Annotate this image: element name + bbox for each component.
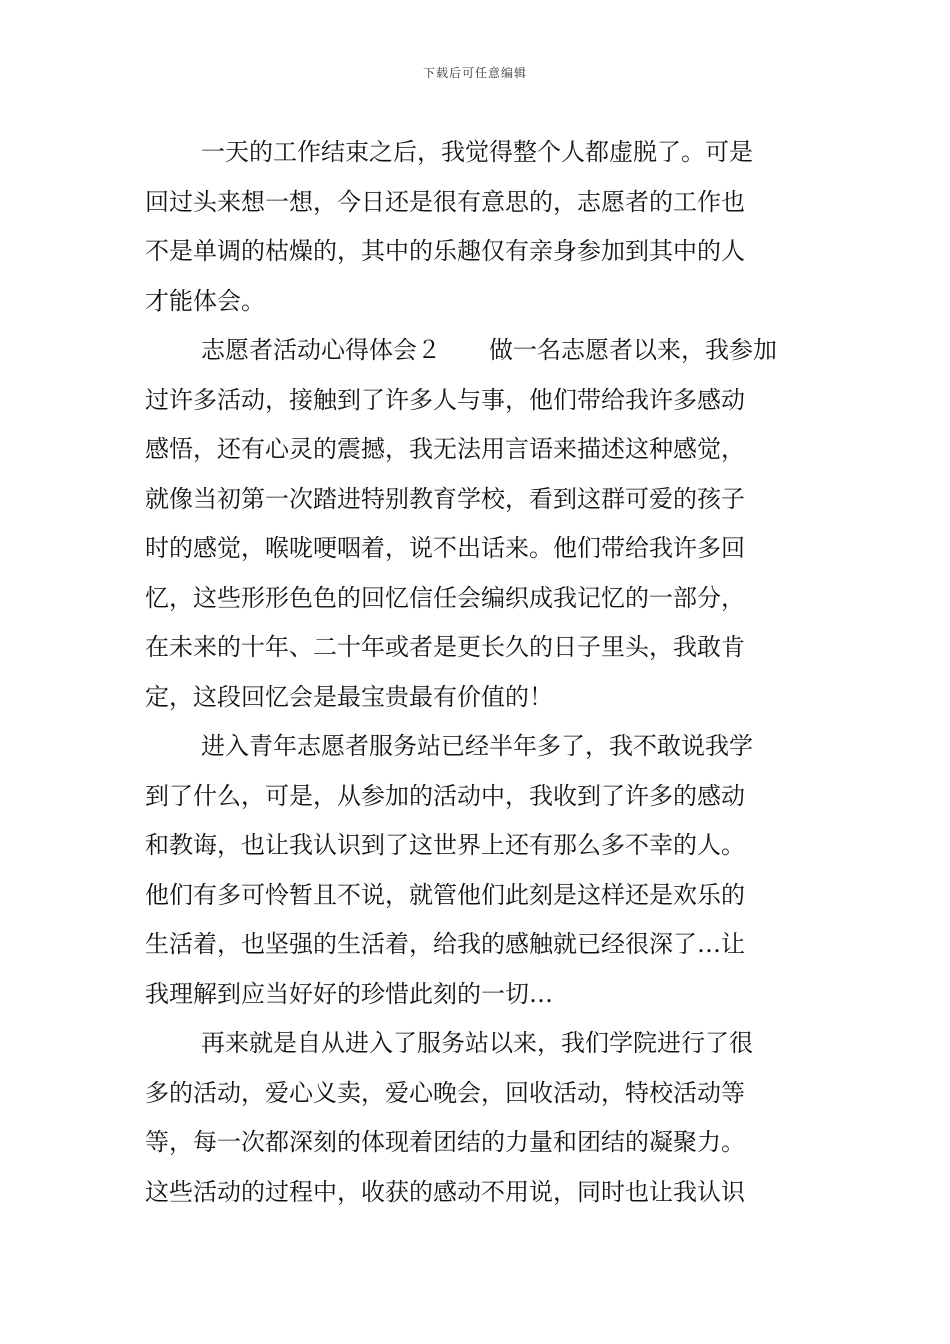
- text-line: 多的活动，爱心义卖，爱心晚会，回收活动，特校活动等: [145, 1078, 745, 1107]
- text-line: 进入青年志愿者服务站已经半年多了，我不敢说我学: [201, 732, 753, 760]
- document-body: [145, 128, 810, 1217]
- text-line: 这些活动的过程中，收获的感动不用说，同时也让我认识: [145, 1177, 745, 1206]
- text-line: 再来就是自从进入了服务站以来，我们学院进行了很: [201, 1029, 753, 1057]
- text-line: 忆，这些形形色色的回忆信任会编织成我记忆的一部分，: [145, 583, 745, 612]
- text-line: 在未来的十年、二十年或者是更长久的日子里头，我敢肯: [145, 633, 745, 661]
- text-line: 定，这段回忆会是最宝贵最有价值的！: [145, 682, 553, 711]
- text-line: 志愿者活动心得体会２ 做一名志愿者以来，我参加: [201, 336, 777, 364]
- text-line: 过许多活动，接触到了许多人与事，他们带给我许多感动: [145, 385, 745, 414]
- text-line: 等，每一次都深刻的体现着团结的力量和团结的凝聚力。: [145, 1128, 745, 1156]
- text-line: 就像当初第一次踏进特别教育学校，看到这群可爱的孩子: [145, 484, 745, 513]
- paragraph-2: [145, 326, 810, 722]
- page-header: 下载后可任意编辑: [422, 66, 527, 80]
- text-line: 一天的工作结束之后，我觉得整个人都虚脱了。可是: [201, 138, 753, 166]
- text-line: 感悟，还有心灵的震撼，我无法用言语来描述这种感觉，: [145, 435, 745, 463]
- text-line: 不是单调的枯燥的，其中的乐趣仅有亲身参加到其中的人: [145, 237, 745, 265]
- text-line: 到了什么，可是，从参加的活动中，我收到了许多的感动: [145, 781, 745, 810]
- text-line: 我理解到应当好好的珍惜此刻的一切…: [145, 979, 553, 1008]
- text-line: 回过头来想一想，今日还是很有意思的，志愿者的工作也: [145, 187, 745, 216]
- paragraph-1: [145, 128, 810, 326]
- text-line: 时的感觉，喉咙哽咽着，说不出话来。他们带给我许多回: [145, 534, 745, 562]
- paragraph-3: [145, 722, 810, 1019]
- text-line: 和教诲，也让我认识到了这世界上还有那么多不幸的人。: [145, 831, 745, 859]
- text-line: 才能体会。: [145, 286, 265, 315]
- text-line: 生活着，也坚强的生活着，给我的感触就已经很深了…让: [145, 930, 745, 958]
- text-line: 他们有多可怜暂且不说，就管他们此刻是这样还是欢乐的: [145, 880, 745, 909]
- paragraph-4: [145, 1019, 810, 1217]
